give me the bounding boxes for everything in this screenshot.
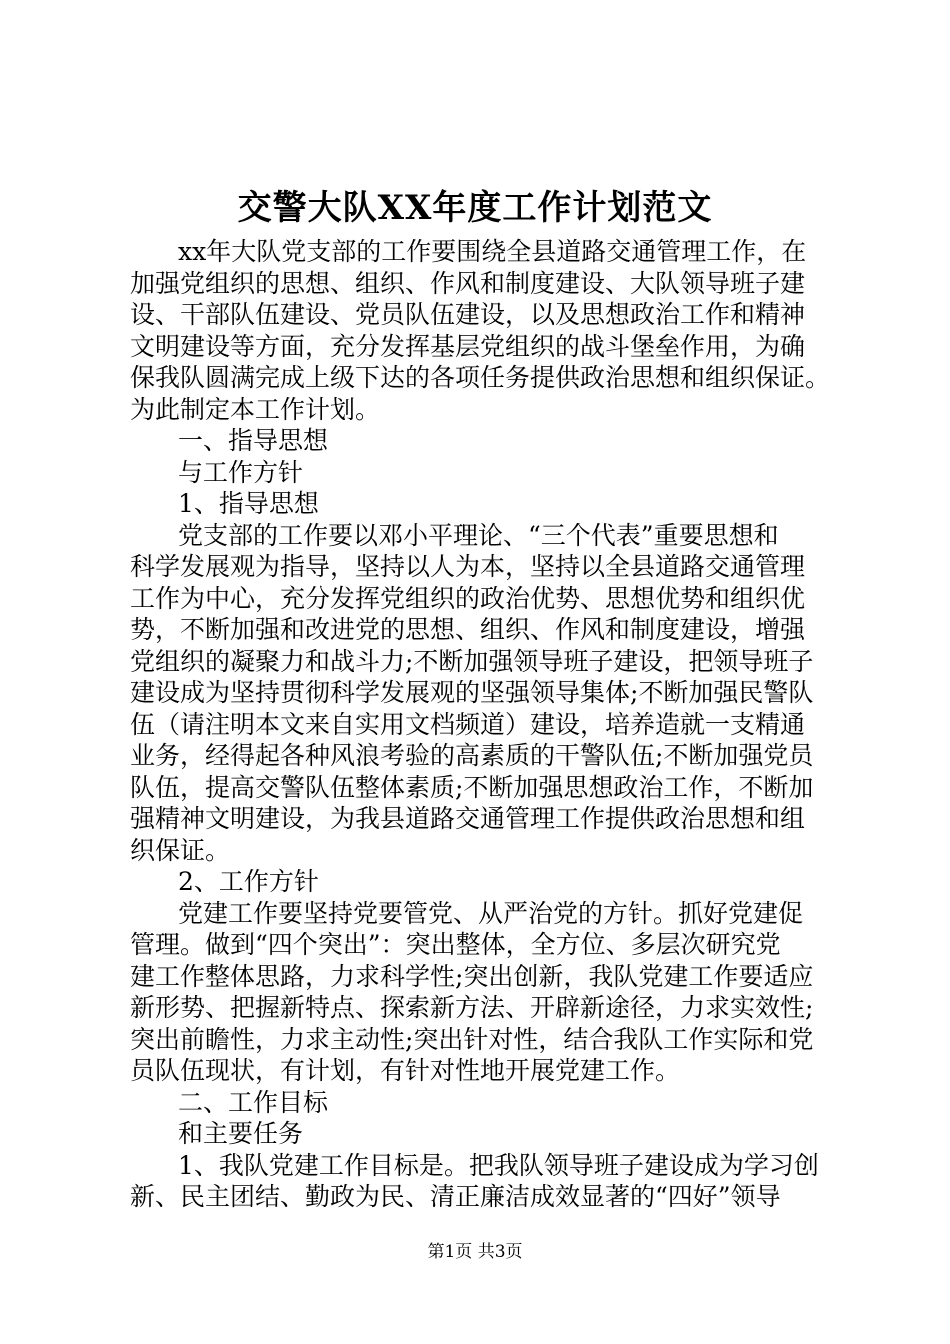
body-line: 伍（请注明本文来自实用文档频道）建设，培养造就一支精通 (130, 709, 806, 739)
section-heading: 与工作方针 (178, 457, 304, 487)
body-line: 1、我队党建工作目标是。把我队领导班子建设成为学习创 (178, 1150, 819, 1180)
body-line: 新形势、把握新特点、探索新方法、开辟新途径，力求实效性; (130, 993, 814, 1022)
body-line: 党支部的工作要以邓小平理论、“三个代表”重要思想和 (178, 520, 779, 550)
body-line: 加强党组织的思想、组织、作风和制度建设、大队领导班子建 (130, 268, 806, 298)
page-footer: 第1页 共3页 (427, 1242, 523, 1262)
body-line: 党建工作要坚持党要管党、从严治党的方针。抓好党建促 (178, 898, 804, 928)
section-heading: 和主要任务 (178, 1119, 304, 1148)
body-line: 织保证。 (130, 835, 231, 865)
body-line: 建设成为坚持贯彻科学发展观的坚强领导集体;不断加强民警队 (130, 678, 814, 707)
subsection-heading: 2、工作方针 (178, 867, 319, 896)
body-line: 管理。做到“四个突出”：突出整体，全方位、多层次研究党 (130, 930, 781, 959)
section-heading: 二、工作目标 (178, 1087, 329, 1117)
body-line: 势，不断加强和改进党的思想、组织、作风和制度建设，增强 (130, 615, 806, 644)
body-line: 党组织的凝聚力和战斗力;不断加强领导班子建设，把领导班子 (130, 646, 814, 676)
body-line: 科学发展观为指导，坚持以人为本，坚持以全县道路交通管理 (130, 552, 806, 581)
body-line: 设、干部队伍建设、党员队伍建设，以及思想政治工作和精神 (130, 300, 806, 329)
body-line: 强精神文明建设，为我县道路交通管理工作提供政治思想和组 (130, 804, 806, 833)
body-line: 为此制定本工作计划。 (130, 394, 381, 424)
body-line: 突出前瞻性，力求主动性;突出针对性，结合我队工作实际和党 (130, 1024, 814, 1054)
body-line: 建工作整体思路，力求科学性;突出创新，我队党建工作要适应 (130, 961, 814, 991)
body-line: 工作为中心，充分发挥党组织的政治优势、思想优势和组织优 (130, 583, 806, 613)
body-line: 保我队圆满完成上级下达的各项任务提供政治思想和组织保证。 (130, 363, 831, 392)
subsection-heading: 1、指导思想 (178, 489, 319, 518)
body-line: 员队伍现状，有计划，有针对性地开展党建工作。 (130, 1056, 681, 1085)
body-line: 业务，经得起各种风浪考验的高素质的干警队伍;不断加强党员 (130, 741, 814, 770)
section-heading: 一、指导思想 (178, 426, 329, 455)
body-line: xx年大队党支部的工作要围绕全县道路交通管理工作，在 (178, 237, 807, 266)
body-line: 文明建设等方面，充分发挥基层党组织的战斗堡垒作用，为确 (130, 331, 806, 361)
document-title: 交警大队XX年度工作计划范文 (237, 188, 713, 228)
body-line: 队伍，提高交警队伍整体素质;不断加强思想政治工作，不断加 (130, 772, 814, 802)
document-body (130, 236, 830, 1213)
body-line: 新、民主团结、勤政为民、清正廉洁成效显著的“四好”领导 (130, 1182, 781, 1211)
